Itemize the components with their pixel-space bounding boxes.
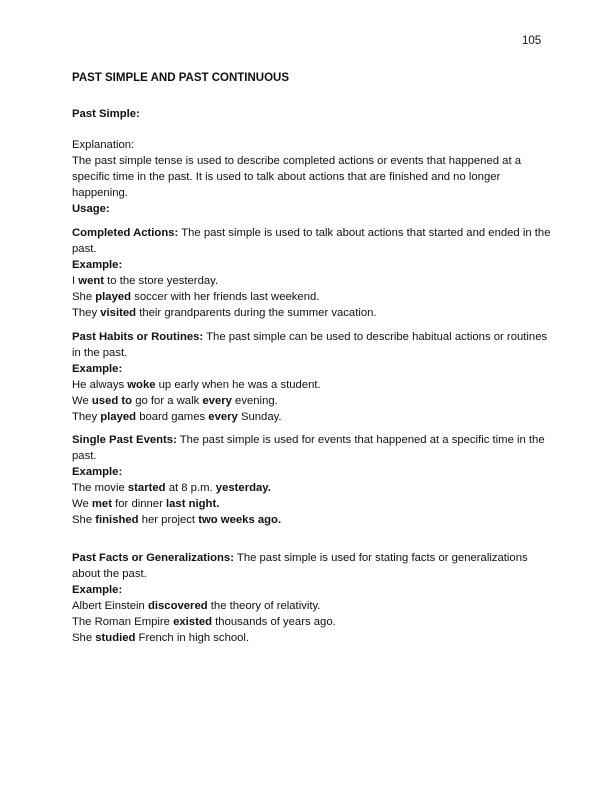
example-sentence — [72, 393, 550, 409]
usage-section-past-habits — [72, 329, 550, 425]
example-text: She — [72, 632, 96, 644]
example-text: for dinner — [111, 498, 166, 510]
example-label: Example: — [72, 259, 123, 271]
example-verb: played — [100, 411, 137, 423]
example-text: She — [72, 291, 96, 303]
example-verb: went — [78, 275, 105, 287]
page-title: PAST SIMPLE AND PAST CONTINUOUS — [72, 72, 290, 84]
example-text: He always — [72, 379, 128, 391]
example-verb: studied — [95, 632, 136, 644]
example-label: Example: — [72, 466, 123, 478]
usage-label: Usage: — [72, 203, 110, 215]
example-text: She — [72, 514, 96, 526]
example-verb: existed — [173, 616, 213, 628]
example-text: soccer with her friends last weekend. — [131, 291, 320, 303]
example-text: They — [72, 307, 101, 319]
example-sentence — [72, 273, 550, 289]
example-text: up early when he was a student. — [155, 379, 321, 391]
section-description — [72, 225, 550, 241]
example-verb: last night. — [166, 498, 220, 510]
example-verb: visited — [100, 307, 137, 319]
example-sentence — [72, 377, 550, 393]
example-sentence — [72, 409, 550, 425]
section-description-continued: past. — [72, 450, 97, 462]
example-verb: started — [127, 482, 166, 494]
usage-section-completed-actions — [72, 225, 550, 321]
example-text: go for a walk — [132, 395, 203, 407]
example-verb: met — [91, 498, 112, 510]
example-label: Example: — [72, 584, 123, 596]
example-verb: used to — [91, 395, 133, 407]
example-sentence — [72, 496, 550, 512]
example-verb: finished — [95, 514, 139, 526]
section-heading: Single Past Events: — [72, 434, 177, 446]
section-description-text: The past simple is used for stating facts or generalizations — [233, 552, 528, 564]
section-description — [72, 329, 550, 345]
example-text: French in high school. — [135, 632, 250, 644]
section-heading: Past Facts or Generalizations: — [72, 552, 234, 564]
usage-section-single-past-events — [72, 432, 550, 528]
section-description-text: The past simple is used to talk about actions that started and ended in the — [178, 227, 551, 239]
section-description-continued: about the past. — [72, 568, 147, 580]
example-sentence — [72, 614, 550, 630]
explanation-line: specific time in the past. It is used to talk about actions that are finished and no longer — [72, 171, 501, 183]
example-sentence — [72, 512, 550, 528]
example-text: We — [72, 498, 92, 510]
example-verb: woke — [127, 379, 156, 391]
example-sentence — [72, 289, 550, 305]
example-text: They — [72, 411, 101, 423]
section-description — [72, 550, 550, 566]
example-text: Albert Einstein — [72, 600, 148, 612]
example-text: at 8 p.m. — [165, 482, 216, 494]
example-text: their grandparents during the summer vacation. — [136, 307, 377, 319]
explanation-line: The past simple tense is used to describe completed actions or events that happened at a — [72, 155, 522, 167]
example-text: The movie — [72, 482, 128, 494]
section-description-text: The past simple is used for events that happened at a specific time in the — [176, 434, 545, 446]
example-text: We — [72, 395, 92, 407]
example-text: evening. — [231, 395, 278, 407]
explanation-line: happening. — [72, 187, 128, 199]
example-sentence — [72, 630, 550, 646]
usage-section-past-facts — [72, 550, 550, 646]
example-verb: played — [95, 291, 132, 303]
example-sentence — [72, 305, 550, 321]
example-text: I — [72, 275, 79, 287]
section-description-continued: past. — [72, 243, 97, 255]
section-description-text: The past simple can be used to describe habitual actions or routines — [203, 331, 548, 343]
page-number: 105 — [522, 35, 542, 47]
example-text: The Roman Empire — [72, 616, 174, 628]
example-text: to the store yesterday. — [104, 275, 219, 287]
example-text: her project — [138, 514, 199, 526]
section-description — [72, 432, 550, 448]
example-verb: discovered — [147, 600, 208, 612]
example-sentence — [72, 480, 550, 496]
example-text: Sunday. — [237, 411, 282, 423]
section-heading: Completed Actions: — [72, 227, 179, 239]
explanation-label: Explanation: — [72, 139, 135, 151]
section-heading: Past Habits or Routines: — [72, 331, 204, 343]
section-description-continued: in the past. — [72, 347, 128, 359]
example-label: Example: — [72, 363, 123, 375]
example-text: thousands of years ago. — [212, 616, 336, 628]
example-text: board games — [136, 411, 209, 423]
example-verb: two weeks ago. — [198, 514, 282, 526]
example-verb: every — [208, 411, 238, 423]
example-sentence — [72, 598, 550, 614]
example-text: the theory of relativity. — [207, 600, 321, 612]
example-verb: yesterday. — [215, 482, 271, 494]
example-verb: every — [202, 395, 232, 407]
explanation-block — [72, 137, 550, 217]
section-subheading: Past Simple: — [72, 108, 140, 120]
